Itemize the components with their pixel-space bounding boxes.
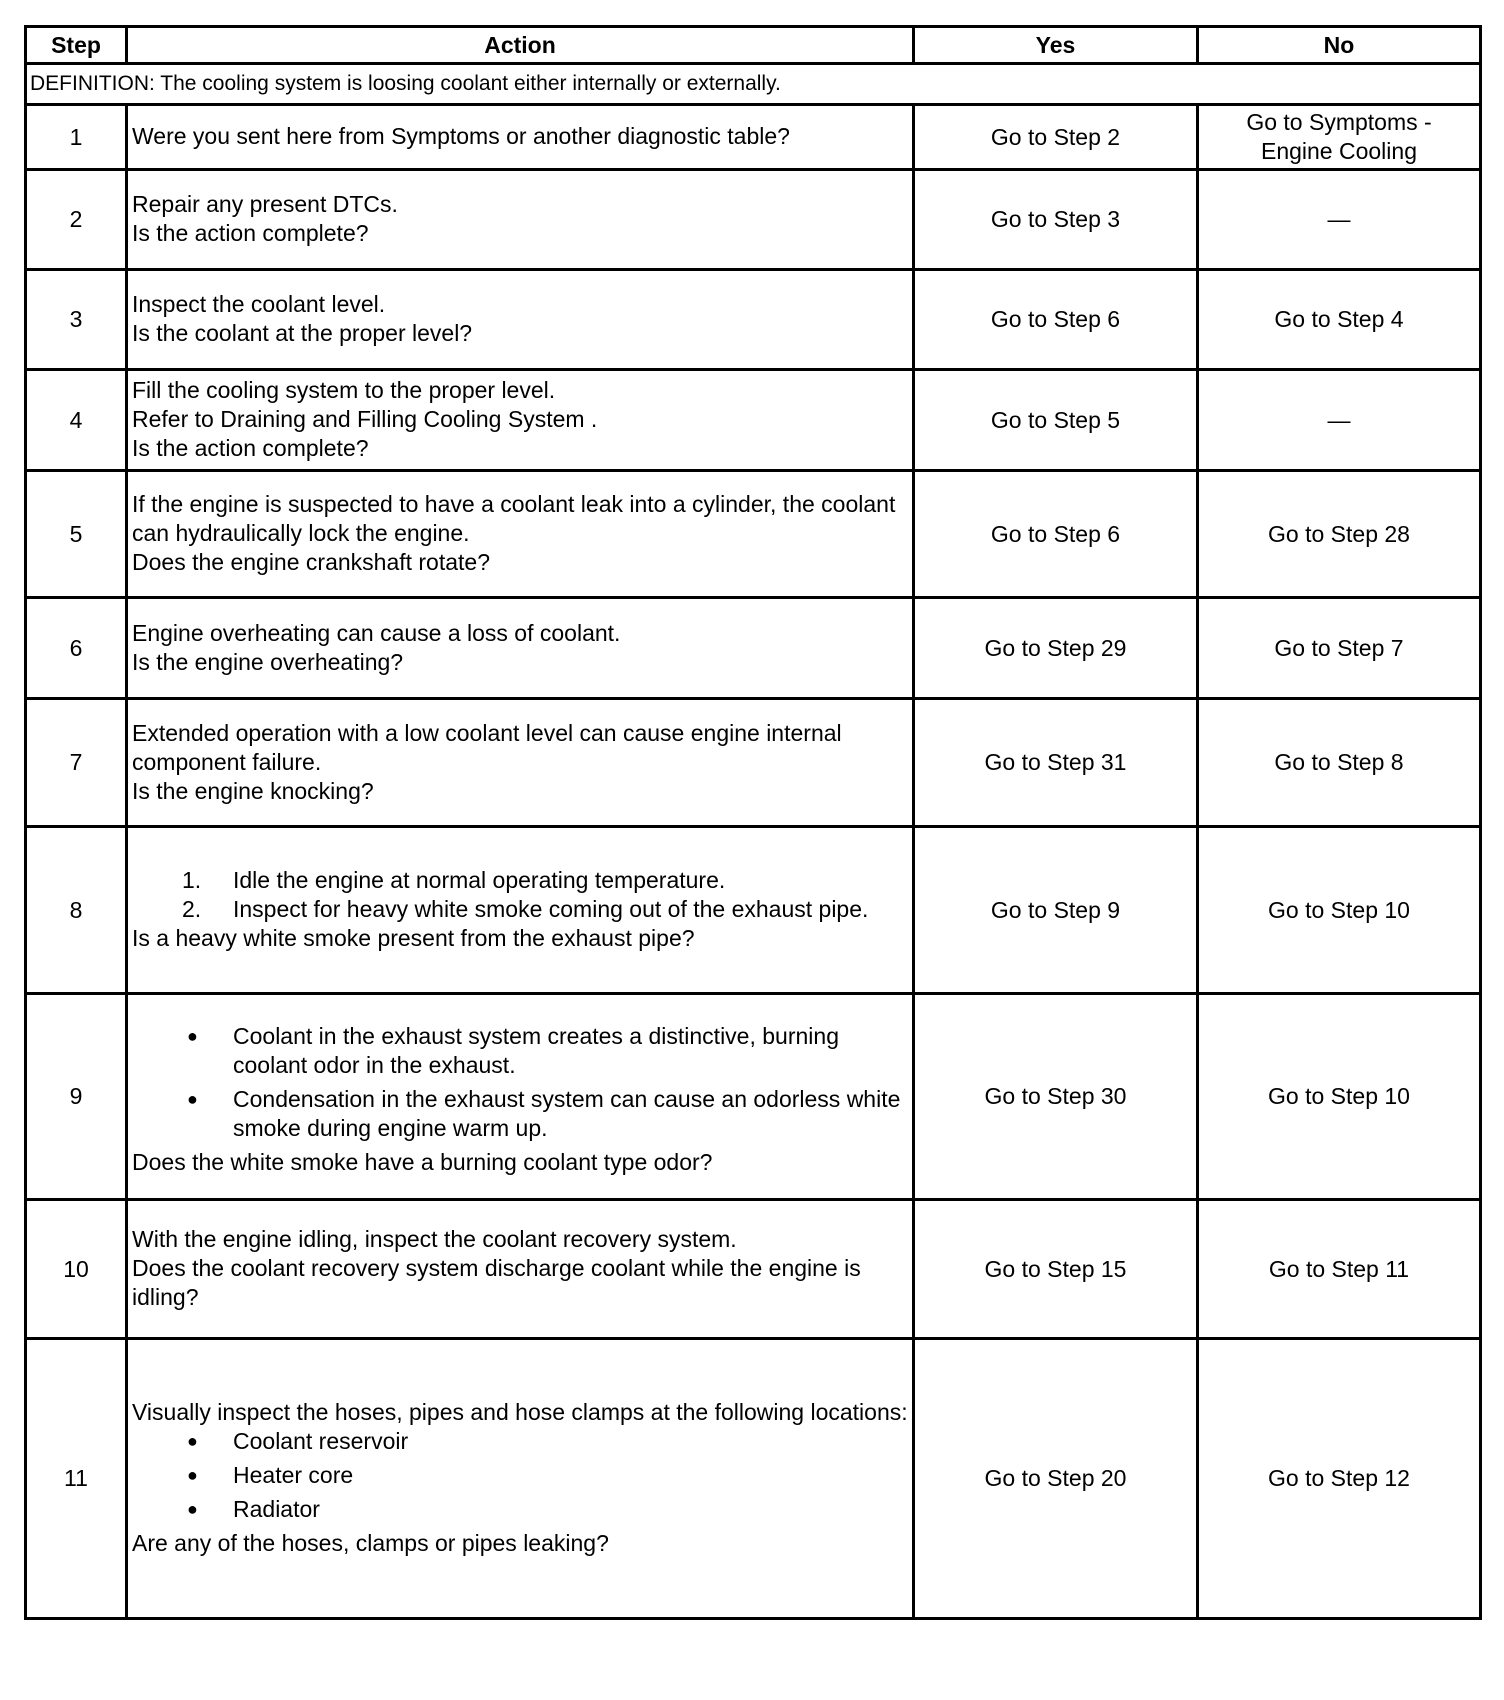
- action-question: Is the engine overheating?: [132, 648, 404, 675]
- yes-cell: Go to Step 9: [914, 827, 1198, 994]
- table-row: [26, 1200, 1481, 1339]
- bullet-icon: ●: [187, 1499, 198, 1519]
- yes-cell: Go to Step 15: [914, 1200, 1198, 1339]
- step-number: 1: [26, 105, 127, 170]
- bullet-icon: ●: [187, 1088, 198, 1109]
- header-yes: Yes: [914, 27, 1198, 64]
- action-cell: [127, 270, 914, 370]
- list-item-text: Coolant in the exhaust system creates a distinctive, burning coolant odor in the exhaust.: [233, 1022, 839, 1078]
- action-cell: [127, 170, 914, 270]
- yes-cell: Go to Step 30: [914, 994, 1198, 1200]
- yes-cell: Go to Step 20: [914, 1339, 1198, 1619]
- table-row: [26, 827, 1481, 994]
- step-number: 9: [26, 994, 127, 1200]
- list-item-text: Condensation in the exhaust system can cause an odorless white smoke during engine warm up.: [233, 1085, 901, 1141]
- list-item: [132, 1495, 908, 1524]
- step-number: 6: [26, 598, 127, 699]
- bullet-list: [132, 1022, 908, 1148]
- list-item-text: Coolant reservoir: [233, 1428, 409, 1454]
- list-item-text: Heater core: [233, 1462, 354, 1488]
- action-reference: Refer to Draining and Filling Cooling System .: [132, 406, 598, 432]
- table-header-row: [26, 27, 1481, 64]
- list-item: [132, 1461, 908, 1490]
- list-item: [132, 1085, 908, 1143]
- action-question: Does the engine crankshaft rotate?: [132, 549, 491, 575]
- no-cell: Go to Step 28: [1198, 471, 1481, 598]
- no-cell: Go to Step 12: [1198, 1339, 1481, 1619]
- action-line: Engine overheating can cause a loss of coolant.: [132, 619, 621, 646]
- header-no: No: [1198, 27, 1481, 64]
- action-cell: [127, 598, 914, 699]
- no-cell: Go to Step 7: [1198, 598, 1481, 699]
- table-row: [26, 105, 1481, 170]
- yes-cell: Go to Step 2: [914, 105, 1198, 170]
- action-cell: [127, 370, 914, 471]
- step-number: 11: [26, 1339, 127, 1619]
- yes-cell: Go to Step 6: [914, 270, 1198, 370]
- yes-cell: Go to Step 6: [914, 471, 1198, 598]
- step-number: 8: [26, 827, 127, 994]
- table-row: [26, 994, 1481, 1200]
- action-cell: [127, 994, 914, 1200]
- action-line: If the engine is suspected to have a coolant leak into a cylinder, the coolant can hydraulically lock the engine.: [132, 491, 896, 546]
- table-row: [26, 1339, 1481, 1619]
- table-row: [26, 270, 1481, 370]
- no-cell: Go to Step 8: [1198, 699, 1481, 827]
- action-question: Is the engine knocking?: [132, 777, 374, 804]
- step-number: 5: [26, 471, 127, 598]
- yes-cell: Go to Step 3: [914, 170, 1198, 270]
- action-question: Is the coolant at the proper level?: [132, 320, 473, 346]
- step-number: 2: [26, 170, 127, 270]
- list-number: 1.: [182, 867, 202, 893]
- action-line: With the engine idling, inspect the coolant recovery system.: [132, 1226, 737, 1252]
- bullet-list: [132, 1427, 908, 1529]
- table-row: [26, 471, 1481, 598]
- bullet-icon: ●: [187, 1465, 198, 1485]
- list-item-text: Idle the engine at normal operating temperature.: [233, 867, 726, 893]
- numbered-list: [132, 866, 908, 924]
- action-cell: [127, 1200, 914, 1339]
- table-row: [26, 598, 1481, 699]
- step-number: 4: [26, 370, 127, 471]
- header-action: Action: [127, 27, 914, 64]
- action-question: Are any of the hoses, clamps or pipes leaking?: [132, 1530, 609, 1556]
- action-cell: [127, 827, 914, 994]
- no-cell: —: [1198, 170, 1481, 270]
- bullet-icon: ●: [187, 1025, 198, 1046]
- step-number: 3: [26, 270, 127, 370]
- no-cell: —: [1198, 370, 1481, 471]
- list-item-text: Inspect for heavy white smoke coming out of the exhaust pipe.: [233, 896, 869, 922]
- list-item: [132, 1427, 908, 1456]
- list-item: [132, 866, 908, 895]
- diagnostic-table: [24, 25, 1482, 1620]
- action-question: Does the white smoke have a burning coolant type odor?: [132, 1148, 713, 1175]
- action-question: Is the action complete?: [132, 435, 369, 461]
- action-line: Inspect the coolant level.: [132, 291, 386, 317]
- header-step: Step: [26, 27, 127, 64]
- yes-cell: Go to Step 31: [914, 699, 1198, 827]
- action-question: Does the coolant recovery system discharge coolant while the engine is idling?: [132, 1255, 861, 1310]
- step-number: 7: [26, 699, 127, 827]
- list-item-text: Radiator: [233, 1496, 320, 1522]
- yes-cell: Go to Step 5: [914, 370, 1198, 471]
- list-number: 2.: [182, 896, 202, 922]
- action-cell: [127, 699, 914, 827]
- action-cell: [127, 1339, 914, 1619]
- action-line: Repair any present DTCs.: [132, 191, 398, 217]
- yes-cell: Go to Step 29: [914, 598, 1198, 699]
- action-line: Were you sent here from Symptoms or another diagnostic table?: [132, 123, 790, 149]
- action-cell: [127, 105, 914, 170]
- action-cell: [127, 471, 914, 598]
- definition-row: [26, 64, 1481, 105]
- bullet-icon: ●: [187, 1431, 198, 1451]
- no-cell: Go to Step 10: [1198, 994, 1481, 1200]
- action-question: Is the action complete?: [132, 220, 369, 246]
- table-row: [26, 170, 1481, 270]
- step-number: 10: [26, 1200, 127, 1339]
- no-cell: Go to Symptoms - Engine Cooling: [1198, 105, 1481, 170]
- no-cell: Go to Step 11: [1198, 1200, 1481, 1339]
- action-line: Fill the cooling system to the proper level.: [132, 377, 556, 403]
- definition-text: DEFINITION: The cooling system is loosing coolant either internally or externally.: [26, 64, 1481, 105]
- list-item: [132, 895, 908, 924]
- list-item: [132, 1022, 908, 1080]
- table-row: [26, 370, 1481, 471]
- action-line: Visually inspect the hoses, pipes and hose clamps at the following locations:: [132, 1399, 908, 1425]
- no-cell: Go to Step 10: [1198, 827, 1481, 994]
- table-row: [26, 699, 1481, 827]
- action-question: Is a heavy white smoke present from the exhaust pipe?: [132, 925, 695, 951]
- action-line: Extended operation with a low coolant level can cause engine internal component failure.: [132, 719, 842, 775]
- no-cell: Go to Step 4: [1198, 270, 1481, 370]
